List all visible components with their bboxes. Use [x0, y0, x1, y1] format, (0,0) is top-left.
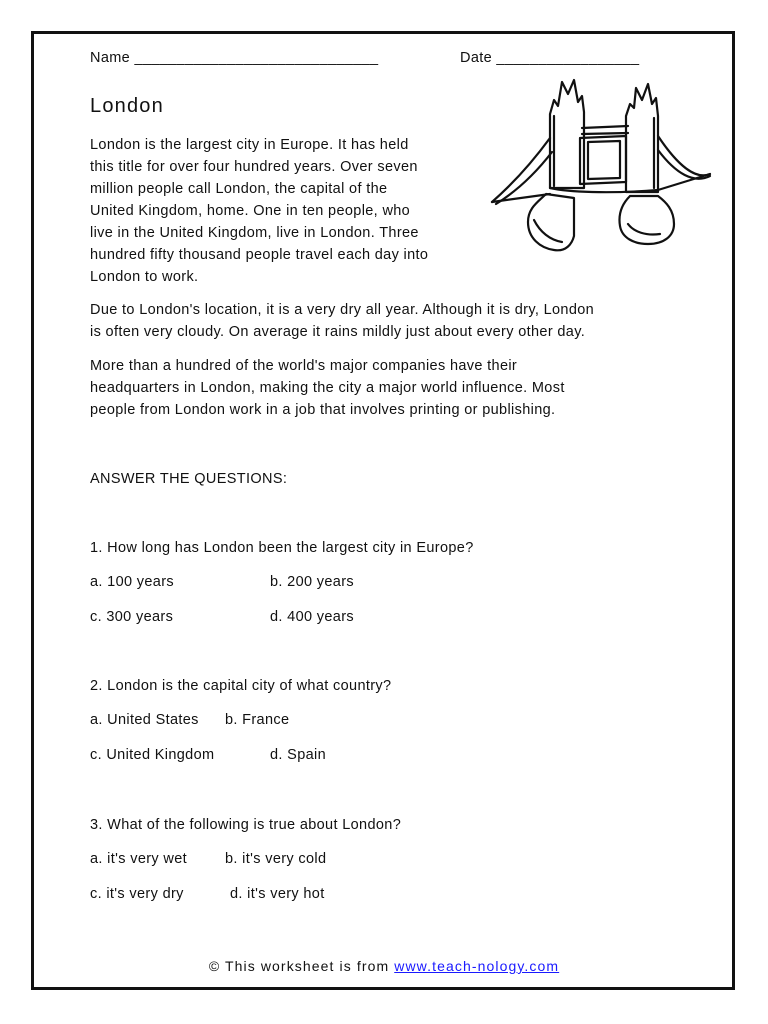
- paragraph-line: Due to London's location, it is a very dry all year. Although it is dry, London: [90, 302, 595, 318]
- paragraph-line: London is the largest city in Europe. It has held: [90, 137, 409, 153]
- paragraph-intro: [90, 134, 482, 288]
- question-3-option-b: b. it's very cold: [225, 851, 327, 867]
- footer-link[interactable]: www.teach-nology.com: [394, 958, 560, 974]
- question-1: 1. How long has London been the largest city in Europe?: [90, 540, 474, 556]
- question-2-option-a: a. United States: [90, 712, 199, 728]
- question-3-option-a: a. it's very wet: [90, 851, 188, 867]
- question-1-option-b: b. 200 years: [270, 574, 354, 590]
- paragraph-line: headquarters in London, making the city a major world influence. Most: [90, 380, 565, 396]
- paragraph-business: [90, 355, 565, 421]
- question-3-option-c: c. it's very dry: [90, 886, 184, 902]
- question-3: 3. What of the following is true about London?: [90, 817, 402, 833]
- page-title: London: [90, 95, 164, 117]
- date-field-label: Date _________________: [460, 50, 640, 66]
- question-2-option-c: c. United Kingdom: [90, 747, 215, 763]
- question-1-option-c: c. 300 years: [90, 609, 174, 625]
- paragraph-weather: [90, 299, 594, 343]
- question-1-option-a: a. 100 years: [90, 574, 174, 590]
- paragraph-line: live in the United Kingdom, live in London. Three: [90, 225, 419, 241]
- footer-prefix: © This worksheet is from: [208, 958, 395, 974]
- question-3-option-d: d. it's very hot: [230, 886, 325, 902]
- question-2-option-d: d. Spain: [270, 747, 327, 763]
- answer-questions-heading: ANSWER THE QUESTIONS:: [90, 471, 288, 487]
- name-field-label: Name _____________________________: [90, 50, 379, 66]
- paragraph-line: hundred fifty thousand people travel each day into: [90, 247, 429, 263]
- paragraph-line: is often very cloudy. On average it rains mildly just about every other day.: [90, 324, 586, 340]
- paragraph-line: United Kingdom, home. One in ten people, who: [90, 203, 411, 219]
- paragraph-line: this title for over four hundred years. Over seven: [90, 159, 418, 175]
- question-1-option-d: d. 400 years: [270, 609, 354, 625]
- footer-credit: [0, 958, 768, 974]
- paragraph-line: people from London work in a job that involves printing or publishing.: [90, 402, 556, 418]
- paragraph-line: More than a hundred of the world's major companies have their: [90, 358, 518, 374]
- tower-bridge-icon: [488, 76, 714, 262]
- paragraph-line: London to work.: [90, 269, 199, 285]
- paragraph-line: million people call London, the capital of the: [90, 181, 388, 197]
- question-2-option-b: b. France: [225, 712, 290, 728]
- question-2: 2. London is the capital city of what country?: [90, 678, 392, 694]
